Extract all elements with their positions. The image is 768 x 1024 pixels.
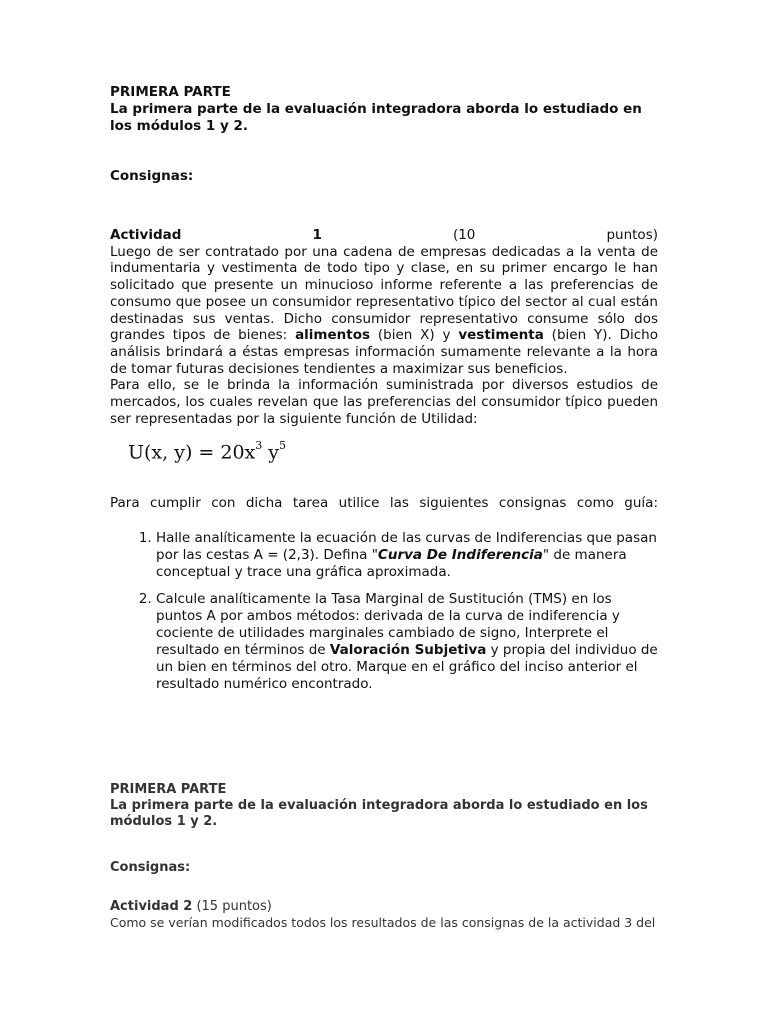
part2-subtitle: La primera parte de la evaluación integradora aborda lo estudiado en los módulos 1 y 2. xyxy=(110,798,648,829)
formula-exp2: 5 xyxy=(279,439,287,453)
activity-1-points-b: puntos) xyxy=(606,227,658,243)
para1c: (bien Y). Dicho análisis brindará a éstas empresas información sumamente relevante a la hora de tomar futuras decisiones tendientes a maximizar sus beneficios. xyxy=(110,327,658,377)
part1-consignas: Consignas: xyxy=(110,168,194,184)
bold-vestimenta: vestimenta xyxy=(458,327,544,344)
list-item xyxy=(156,591,658,693)
activity-1-paragraph xyxy=(110,244,658,378)
bold-alimentos: alimentos xyxy=(295,327,371,344)
item1-text-c: " de manera conceptual y trace una gráfica aproximada. xyxy=(156,547,627,581)
guide-text xyxy=(110,495,658,512)
para2: Para ello, se le brinda la información suministrada por diversos estudios de mercados, los cuales revelan que las preferencias del consumidor típico pueden ser representadas por la siguiente función de Utilidad: xyxy=(110,377,658,427)
formula-lhs: U(x, y) = 20x xyxy=(128,441,256,464)
part2-title: PRIMERA PARTE xyxy=(110,782,227,797)
part1-title: PRIMERA PARTE xyxy=(110,84,231,100)
item2-text-a: Calcule analíticamente la Tasa Marginal de Sustitución (TMS) en los puntos A por ambos métodos: derivada de la curva de indiferencia y cociente de utilidades marginales cambiado de signo, Interprete el resultado en términos de xyxy=(156,591,620,659)
para1b: (bien X) y xyxy=(377,327,451,344)
part1-subtitle: La primera parte de la evaluación integradora aborda lo estudiado en los módulos 1 y 2. xyxy=(110,101,642,134)
list-item xyxy=(156,530,658,581)
item2-text-c: y propia del individuo de un bien en términos del otro. Marque en el gráfico del inciso anterior el resultado numérico encontrado. xyxy=(156,642,658,693)
activity-1-header xyxy=(110,227,658,244)
consignas-list xyxy=(110,530,658,693)
activity-1-label-b: 1 xyxy=(312,227,322,243)
part2-consignas: Consignas: xyxy=(110,860,191,875)
formula-exp1: 3 xyxy=(255,439,263,453)
activity-2-header xyxy=(110,899,678,915)
part1 xyxy=(110,84,658,703)
activity-2-text: Como se verían modificados todos los resultados de las consignas de la actividad 3 del xyxy=(110,915,656,930)
activity-2-label: Actividad 2 xyxy=(110,899,193,914)
utility-formula xyxy=(110,441,658,471)
activity-1-label-a: Actividad xyxy=(110,227,182,243)
para1: Luego de ser contratado por una cadena de empresas dedicadas a la venta de indumentaria y vestimenta de todo tipo y clase, en su primer encargo le han solicitado que presente un minucioso informe referente a las preferencias de consumo que posee un consumidor representativo típico del sector al cual están destinadas sus ventas. Dicho consumidor representativo consume sólo dos grandes tipos de bienes: xyxy=(110,243,658,344)
item1-bold: Curva De Indiferencia xyxy=(377,547,543,564)
activity-1-points-a: (10 xyxy=(452,227,476,243)
item1-text-a: Halle analíticamente la ecuación de las curvas de Indiferencias que pasan por las cestas A = (2,3). Defina " xyxy=(156,530,657,564)
part2 xyxy=(110,782,678,931)
activity-2-points: (15 puntos) xyxy=(196,899,272,914)
formula-mid: y xyxy=(262,441,280,464)
guide-span: Para cumplir con dicha tarea utilice las siguientes consignas como guía: xyxy=(110,495,658,512)
item2-bold: Valoración Subjetiva xyxy=(329,642,487,659)
